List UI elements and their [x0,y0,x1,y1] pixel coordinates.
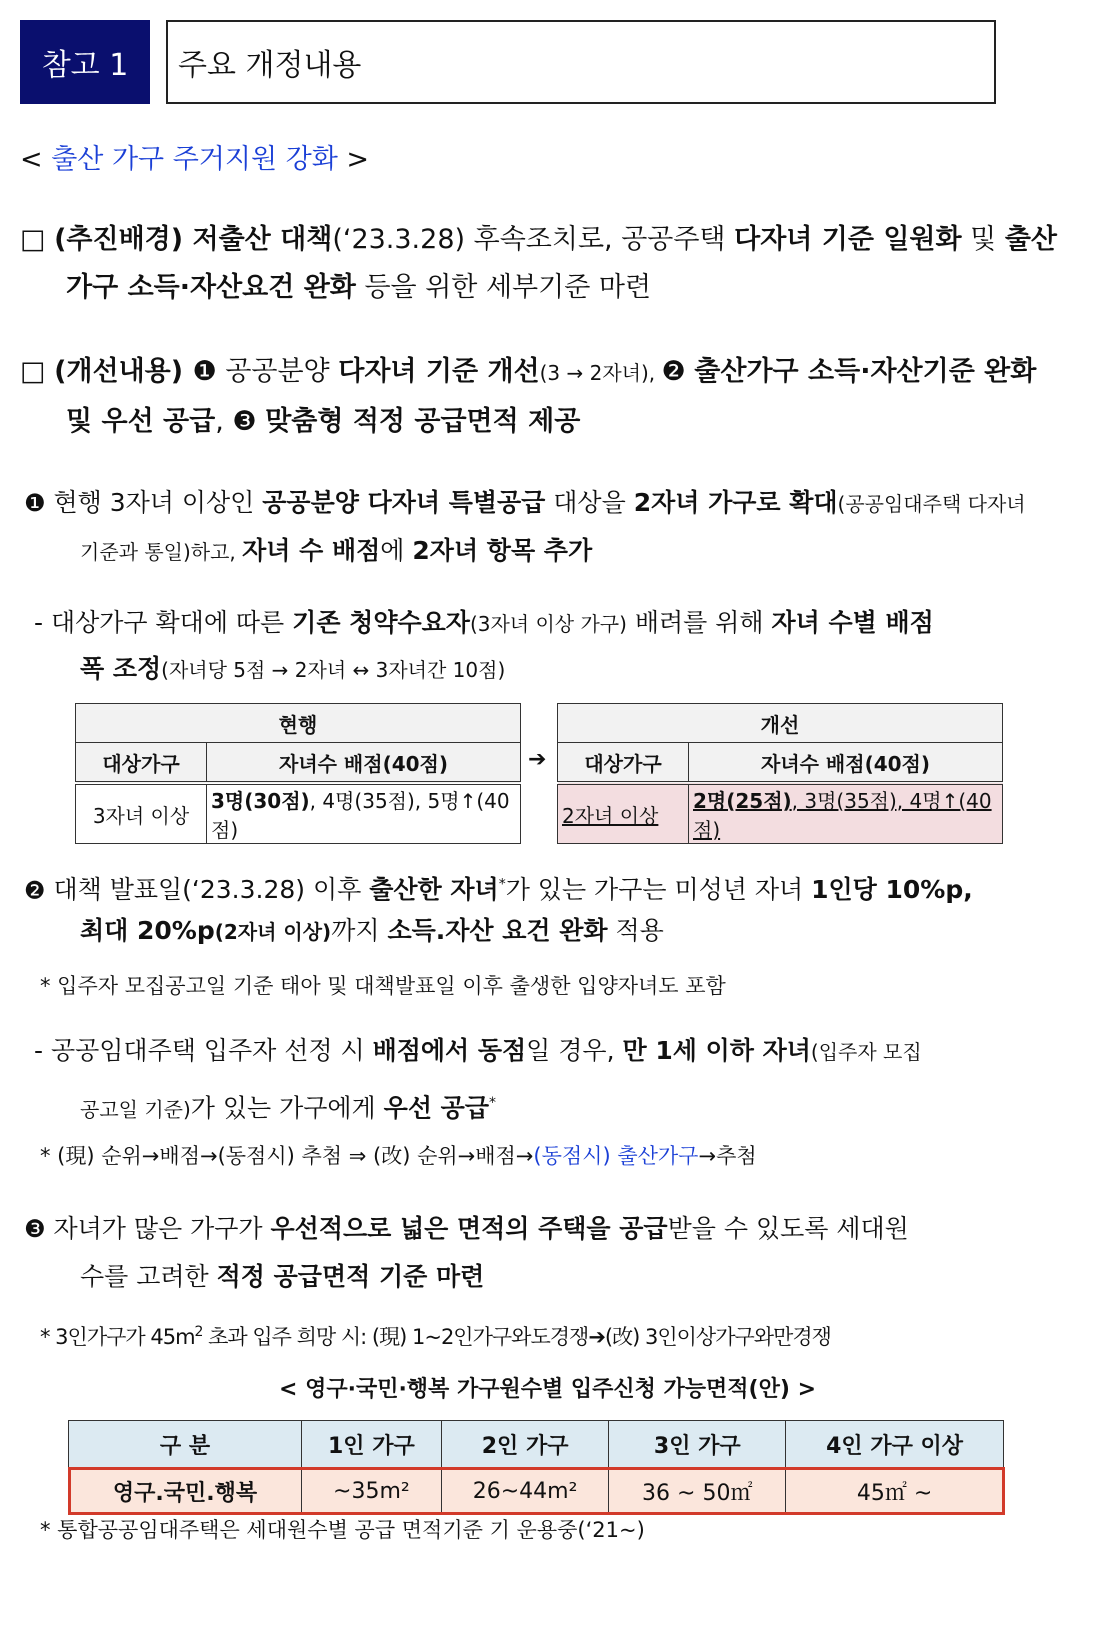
area-header-4person: 4인 가구 이상 [786,1421,1004,1468]
text-run: (3 → 2자녀), [539,361,662,385]
text-run: 현행 3자녀 이상인 [45,488,263,517]
arrow-icon: ➔ [528,747,547,772]
item2-dash-line-1 [34,1034,922,1069]
text-run: 기준과 통일)하고, [80,540,243,564]
section-title [20,142,369,178]
text-run: 공고일 기준) [80,1097,191,1122]
area-table-caption: < 영구·국민·행복 가구원수별 입주신청 가능면적(안) > [278,1377,817,1402]
footnote: * 통합공공임대주택은 세대원수별 공급 면적기준 기 운용중(‘21~) [40,1518,645,1542]
current-col-score: 자녀수 배점(40점) [207,743,521,784]
text-run: 자녀가 많은 가구가 [45,1214,271,1243]
text-run: 공공분양 [225,356,339,387]
text-run: 다자녀 기준 일원화 [734,224,962,255]
item3-bullet: ❸ [24,1215,46,1243]
item2-bullet: ❷ [24,876,46,905]
area-cell-4person: 45㎡ ~ [786,1468,1004,1515]
text-run: , [215,406,233,437]
text-run: 배려를 위해 [626,608,772,637]
text-run: (입주자 모집 [810,1040,922,1064]
improved-table-title: 개선 [558,704,1003,743]
item1-dash-line-1 [34,606,934,641]
text-run: 출산 [1004,224,1057,255]
text-run: 수를 고려한 [80,1262,217,1291]
text-run: 기존 청약수요자 [292,608,470,637]
item2-line-2 [80,914,664,949]
item1-dash-line-2 [80,652,505,687]
area-header-category: 구 분 [69,1421,302,1468]
item3-line-2 [80,1260,484,1294]
text-run: (추진배경) [54,224,193,255]
text-run: (‘23.3.28) 후속조치로, 공공주택 [332,224,735,255]
area-cell-2person: 26~44m² [441,1468,609,1515]
text-run: □ [20,356,55,387]
text-run: 대책 발표일(‘23.3.28) 이후 [45,875,370,905]
section-title-text: 출산 가구 주거지원 강화 [51,144,338,175]
area-header-2person: 2인 가구 [441,1421,609,1468]
text-run: 1인당 10%p, [811,875,973,905]
item3-line-1 [24,1212,909,1246]
page-title: 주요 개정내용 [166,20,996,104]
text-run: (3자녀 이상 가구) [469,612,627,636]
text-run: 다자녀 기준 개선 [338,356,540,387]
text-run: ❶ [192,356,226,387]
text-run: 자녀 수별 배점 [771,608,934,637]
improvement-line-1 [20,354,1036,391]
improved-row-score: 2명(25점), 3명(35점), 4명↑(40점) [689,783,1003,844]
text-run: 저출산 대책 [192,224,333,255]
text-run: 폭 조정 [80,654,162,683]
current-score-table [75,703,521,844]
area-row-label: 영구.국민.행복 [69,1468,302,1515]
text-run: ❷ [661,356,695,387]
current-col-target: 대상가구 [76,743,207,784]
text-run: 적용 [607,916,664,945]
text-run: 최대 20%p [80,916,215,945]
text-run: □ [20,224,55,255]
text-run: 우선 공급 [383,1093,489,1123]
text-run: 2자녀 항목 추가 [412,536,593,565]
text-run: 공공분양 다자녀 특별공급 [262,488,546,517]
text-run: 받을 수 있도록 세대원 [667,1214,909,1243]
text-run: 자녀 수 배점 [242,536,381,565]
item1-line-1 [24,486,1026,521]
section-title-prefix: < [20,144,52,175]
text-run: - 공공임대주택 입주자 선정 시 [34,1036,373,1065]
item1-bullet: ❶ [24,489,46,517]
text-run: 맞춤형 적정 공급면적 제공 [265,406,581,437]
text-run: 2자녀 가구로 확대 [633,488,838,517]
item2-note-1: * 입주자 모집공고일 기준 태아 및 대책발표일 이후 출생한 입양자녀도 포함 [40,974,726,998]
improved-row-target: 2자녀 이상 [558,783,689,844]
text-run: 출산한 자녀 [369,875,499,905]
text-run: (2자녀 이상) [214,920,332,944]
improved-col-score: 자녀수 배점(40점) [689,743,1003,784]
text-run: * [488,1095,496,1111]
item1-line-2 [80,534,592,569]
text-run: 까지 [331,916,388,945]
improved-score-table [557,703,1003,844]
background-line-2 [66,270,651,306]
text-run: 가 있는 가구는 미성년 자녀 [505,875,812,905]
improved-col-target: 대상가구 [558,743,689,784]
background-line-1 [20,222,1057,258]
text-run: 우선적으로 넓은 면적의 주택을 공급 [270,1214,668,1243]
arrow-icon: ➔ [588,1325,605,1349]
item3-note: * 3인가구가 $45m^2$ 초과 입주 희망 시: (現) 1~2인가구와도경쟁➔(改) 3인이상가구와만경쟁 [40,1324,831,1349]
text-run: 가구 소득·자산요건 완화 [66,272,356,303]
improvement-line-2 [66,404,580,440]
area-table [68,1420,1004,1514]
section-title-suffix: > [337,144,370,175]
area-cell-3person: 36 ~ 50㎡ [609,1468,786,1515]
item2-line-1 [24,868,973,907]
text-run: 대상을 [545,488,634,517]
text-run: (자녀당 5점 → 2자녀 ↔ 3자녀간 10점) [161,658,506,682]
text-run: 및 [961,224,1005,255]
area-header-1person: 1인 가구 [302,1421,442,1468]
text-run: (개선내용) [54,356,193,387]
text-run: 일 경우, [526,1036,623,1065]
item2-note-2: * (現) 순위→배점→(동점시) 추첨 ⇒ (改) 순위→배점→(동점시) 출산가구→추첨 [40,1144,757,1168]
text-run: 적정 공급면적 기준 마련 [216,1262,485,1291]
text-run: 에 [380,536,413,565]
text-run: 배점에서 동점 [372,1036,527,1065]
current-row-score: 3명(30점), 4명(35점), 5명↑(40점) [207,783,521,844]
text-run: 출산가구 소득·자산기준 완화 [694,356,1037,387]
reference-tag: 참고 1 [20,20,150,104]
text-run: 가 있는 가구에게 [190,1093,384,1123]
text-run: (공공임대주택 다자녀 [837,492,1026,516]
text-run: 소득.자산 요건 완화 [387,916,608,945]
item2-dash-line-2 [80,1086,496,1126]
area-cell-1person: ~35m² [302,1468,442,1515]
text-run: 및 우선 공급 [66,406,216,437]
text-run: - 대상가구 확대에 따른 [34,608,293,637]
current-table-title: 현행 [76,704,521,743]
text-run: 등을 위한 세부기준 마련 [355,272,652,303]
text-run: 만 1세 이하 자녀 [622,1036,811,1065]
area-header-3person: 3인 가구 [609,1421,786,1468]
current-row-target: 3자녀 이상 [76,783,207,844]
text-run: * [498,877,506,893]
text-run: ❸ [232,406,266,437]
